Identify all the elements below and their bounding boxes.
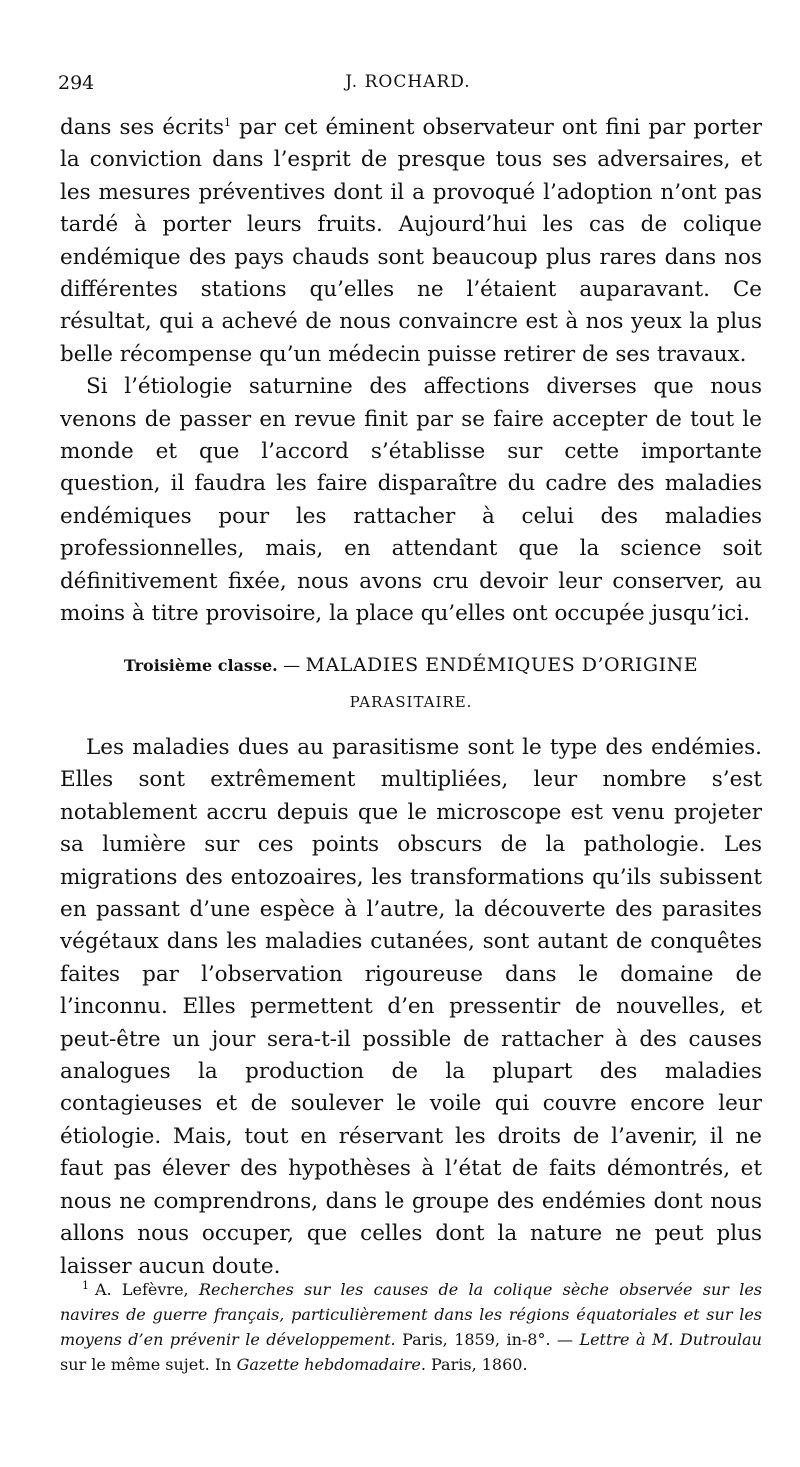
section-title: MALADIES ENDÉMIQUES D’ORIGINE: [305, 654, 699, 676]
page-header: [58, 72, 758, 102]
footnote-imprint: Paris, 1859, in-8°. —: [402, 1330, 573, 1349]
paragraph-1-rest: par cet éminent observateur ont fini par porter la conviction dans l’esprit de presque tous ses adversaires, et les mesures préventives dont il a provoqué l’adoption n’ont pas tardé à porter leurs fruits. Aujourd’hui les cas de colique endémique des pays chauds sont beaucoup plus rares dans nos différentes stations qu’elles ne l’étaient auparavant. Ce résultat, qui a achevé de nous convaincre est à nos yeux la plus belle récompense qu’un médecin puisse retirer de ses travaux.: [60, 115, 763, 367]
footnote-journal-imprint: Paris, 1860.: [431, 1355, 528, 1374]
paragraph-continuation: [60, 112, 762, 631]
footnote-letter-tail: sur le même sujet. In: [60, 1355, 232, 1374]
paragraph-1-start: dans ses écrits: [60, 115, 224, 140]
paragraph-1: [60, 112, 762, 371]
section-title-line-2: PARASITAIRE.: [349, 693, 473, 711]
footnote-reference: 1: [223, 115, 231, 129]
footnote-author: A. Lefèvre,: [95, 1280, 189, 1299]
section-body: [60, 732, 762, 1283]
footnote-letter-title: Lettre à M. Dutroulau: [579, 1330, 762, 1349]
footnote-marker: 1: [82, 1278, 89, 1292]
footnote-journal: Gazette hebdomadaire.: [236, 1355, 426, 1374]
paragraph-3: Les maladies dues au parasitisme sont le type des endémies. Elles sont extrêmement multipliées, leur nombre s’est notablement accru depuis que le microscope est venu projeter sa lumière sur ces points obscurs de la pathologie. Les migrations des entozoaires, les transformations qu’ils subissent en passant d’une espèce à l’autre, la découverte des parasites végétaux dans les maladies cutanées, sont autant de conquêtes faites par l’observation rigoureuse dans le domaine de l’inconnu. Elles permettent d’en pressentir de nouvelles, et peut-être un jour sera-t-il possible de rattacher à des causes analogues la production de la plupart des maladies contagieuses et de soulever le voile qui couvre encore leur étiologie. Mais, tout en réservant les droits de l’avenir, il ne faut pas élever des hypothèses à l’état de faits démontrés, et nous ne comprendrons, dans le groupe des endémies dont nous allons nous occuper, que celles dont la nature ne peut plus laisser aucun doute.: [60, 735, 762, 1279]
section-heading-line-1: [60, 652, 762, 679]
page-number: 294: [58, 72, 95, 94]
running-head: J. ROCHARD.: [345, 72, 471, 92]
section-heading: [60, 652, 762, 717]
footnote: [60, 1277, 762, 1377]
section-heading-dash: —: [277, 656, 306, 676]
footnote-work-title: Recherches sur les causes de la colique sèche observée sur les navires de guerre français, particulièrement dans les régions équatoriales et sur les moyens d’en prévenir le développement.: [60, 1280, 763, 1349]
paragraph-2: Si l’étiologie saturnine des affections diverses que nous venons de passer en revue finit par se faire accepter de tout le monde et que l’accord s’établisse sur cette importante question, il faudra les faire disparaître du cadre des maladies endémiques pour les rattacher à celui des maladies professionnelles, mais, en attendant que la science soit définitivement fixée, nous avons cru devoir leur conserver, au moins à titre provisoire, la place qu’elles ont occupée jusqu’ici.: [60, 374, 762, 627]
section-class-label: Troisième classe.: [123, 656, 278, 675]
